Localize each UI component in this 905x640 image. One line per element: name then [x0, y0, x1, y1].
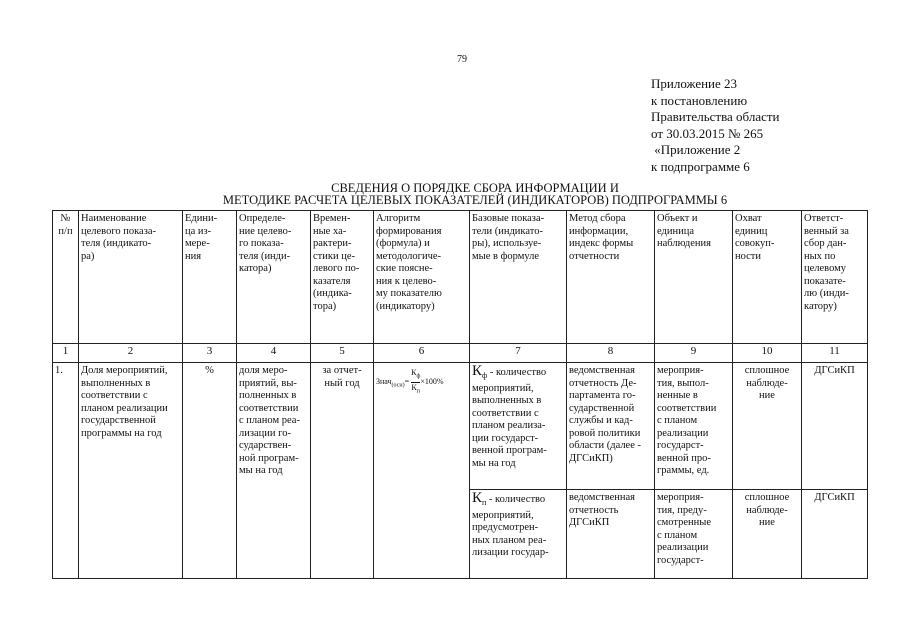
- header-cell: Едини- ца из- мере- ния: [183, 211, 237, 344]
- responsible: ДГСиКП: [802, 490, 868, 579]
- title-line: МЕТОДИКЕ РАСЧЕТА ЦЕЛЕВЫХ ПОКАЗАТЕЛЕЙ (ИНДИКАТОРОВ) ПОДПРОГРАММЫ 6: [222, 193, 728, 207]
- header-cell: Определе- ние целево- го показа- теля (инди- катора): [237, 211, 311, 344]
- header-cell: № п/п: [53, 211, 79, 344]
- header-cell: Охват единиц совокуп- ности: [733, 211, 802, 344]
- indicator-definition: доля меро- приятий, вы- полненных в соответствии с планом реа- лизации го- сударствен- ной програм- мы на год: [237, 363, 311, 579]
- appendix-line: от 30.03.2015 № 265: [651, 125, 764, 141]
- indicator-name: Доля мероприятий, выполненных в соответствии с планом реализации государственной программы на год: [79, 363, 183, 579]
- formula-fraction: [411, 368, 420, 396]
- header-cell: Ответст- венный за сбор дан- ных по целевому показате- лю (инди- катору): [802, 211, 868, 344]
- column-number: 7: [470, 344, 567, 363]
- formula: [376, 365, 467, 396]
- column-number: 2: [79, 344, 183, 363]
- column-number: 10: [733, 344, 802, 363]
- formula-lhs: Знач: [376, 376, 392, 386]
- appendix-line: «Приложение 2: [651, 142, 741, 157]
- row-number: 1.: [53, 363, 79, 579]
- collection-method: ведомственная отчетность Де- партамента го- сударственной службы и кад- ровой политики области (далее - ДГСиКП): [567, 363, 655, 490]
- formula-lhs-sub: (осн): [391, 382, 405, 389]
- base-symbol: К: [472, 363, 483, 379]
- column-number: 6: [374, 344, 470, 363]
- responsible: ДГСиКП: [802, 363, 868, 490]
- formula-equals: =: [404, 376, 410, 386]
- formula-denominator: $К_п$: [411, 382, 420, 395]
- base-text: - количество мероприятий, выполненных в соответствии с планом реализа- ции государст- венной програм- мы на год: [472, 367, 547, 469]
- header-cell: Базовые показа- тели (индикато- ры), используе- мые в формуле: [470, 211, 567, 344]
- column-number: 5: [311, 344, 374, 363]
- appendix-block: [651, 76, 780, 175]
- appendix-line: к подпрограмме 6: [651, 158, 750, 174]
- header-cell: Метод сбора информации, индекс формы отчетности: [567, 211, 655, 344]
- document-title: [150, 182, 800, 206]
- header-cell: Наименование целевого показа- теля (индикато- ра): [79, 211, 183, 344]
- header-row: [53, 211, 868, 344]
- page-number: 79: [457, 54, 467, 65]
- indicator-unit: %: [183, 363, 237, 579]
- appendix-line: Правительства области: [651, 109, 780, 124]
- observation-object: мероприя- тия, преду- смотренные с планом реализации государст-: [655, 490, 733, 579]
- base-symbol: К: [472, 490, 483, 506]
- base-indicator: [470, 490, 567, 579]
- appendix-line: Приложение 23: [651, 76, 738, 91]
- column-number: 9: [655, 344, 733, 363]
- base-symbol-sub: ф: [482, 371, 488, 381]
- indicator-formula: [374, 363, 470, 579]
- observation-object: мероприя- тия, выпол- ненные в соответствии с планом реализации государст- венной про- граммы, ед.: [655, 363, 733, 490]
- column-number-row: [53, 344, 868, 363]
- collection-method: ведомственная отчетность ДГСиКП: [567, 490, 655, 579]
- header-cell: Времен- ные ха- рактери- стики це- левого по- казателя (индика- тора): [311, 211, 374, 344]
- coverage: сплошное наблюде- ние: [733, 363, 802, 490]
- formula-numerator: $К_ф$: [411, 368, 420, 383]
- column-number: 1: [53, 344, 79, 363]
- title-line: СВЕДЕНИЯ О ПОРЯДКЕ СБОРА ИНФОРМАЦИИ И: [331, 181, 619, 195]
- appendix-line: к постановлению: [651, 92, 748, 108]
- coverage: сплошное наблюде- ние: [733, 490, 802, 579]
- column-number: 11: [802, 344, 868, 363]
- column-number: 3: [183, 344, 237, 363]
- base-indicator: [470, 363, 567, 490]
- indicators-table: [52, 210, 868, 579]
- base-symbol-sub: п: [482, 498, 487, 508]
- header-cell: Объект и единица наблюдения: [655, 211, 733, 344]
- indicator-time: за отчет- ный год: [311, 363, 374, 579]
- column-number: 4: [237, 344, 311, 363]
- table-row: [53, 363, 868, 490]
- column-number: 8: [567, 344, 655, 363]
- header-cell: Алгоритм формирования (формула) и методологиче- ские поясне- ния к целево- му показателю (индикатору): [374, 211, 470, 344]
- base-text: - количество мероприятий, предусмотрен- ных планом реа- лизации государ-: [472, 494, 549, 559]
- formula-tail: ×100%: [420, 376, 444, 386]
